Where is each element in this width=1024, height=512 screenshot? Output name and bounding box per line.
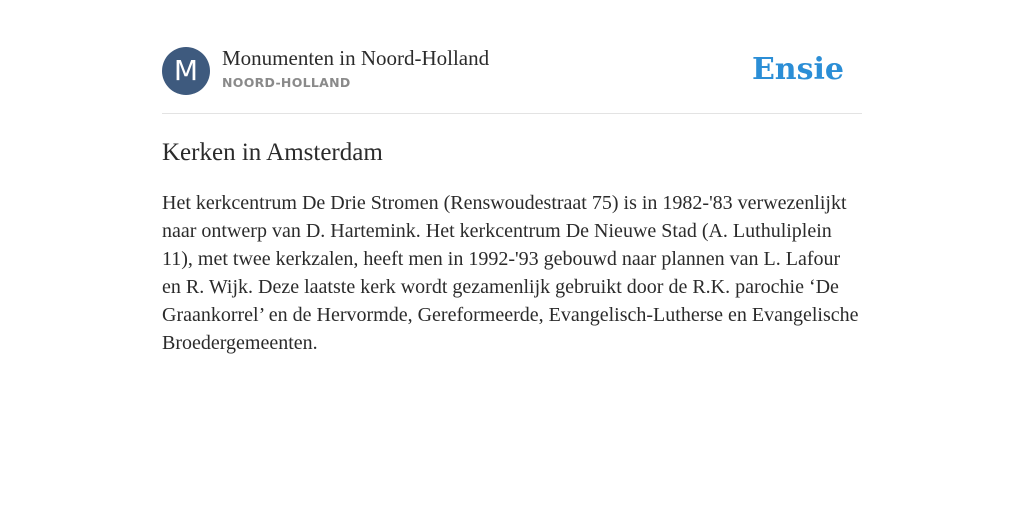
ensie-logo-link[interactable]: Ensie (751, 52, 844, 87)
avatar[interactable]: M (162, 47, 210, 95)
site-subtitle: NOORD-HOLLAND (222, 75, 351, 90)
article-title: Kerken in Amsterdam (162, 139, 383, 166)
header (162, 0, 862, 114)
site-title[interactable]: Monumenten in Noord-Holland (222, 46, 490, 70)
page-container (162, 0, 862, 354)
article-body: Het kerkcentrum De Drie Stromen (Renswoudestraat 75) is in 1982-'83 verwezenlijkt naar ontwerp van D. Hartemink. Het kerkcentrum De Nieuwe Stad (A. Luthuliplein 11), met twee kerkzalen, heeft men in 1992-'93 gebouwd naar plannen van L. Lafour en R. Wijk. Deze laatste kerk wordt gezamenlijk gebruikt door de R.K. parochie ‘De Graankorrel’ en de Hervormde, Gereformeerde, Evangelisch-Lutherse en Evangelische Broedergemeenten. (162, 192, 859, 354)
